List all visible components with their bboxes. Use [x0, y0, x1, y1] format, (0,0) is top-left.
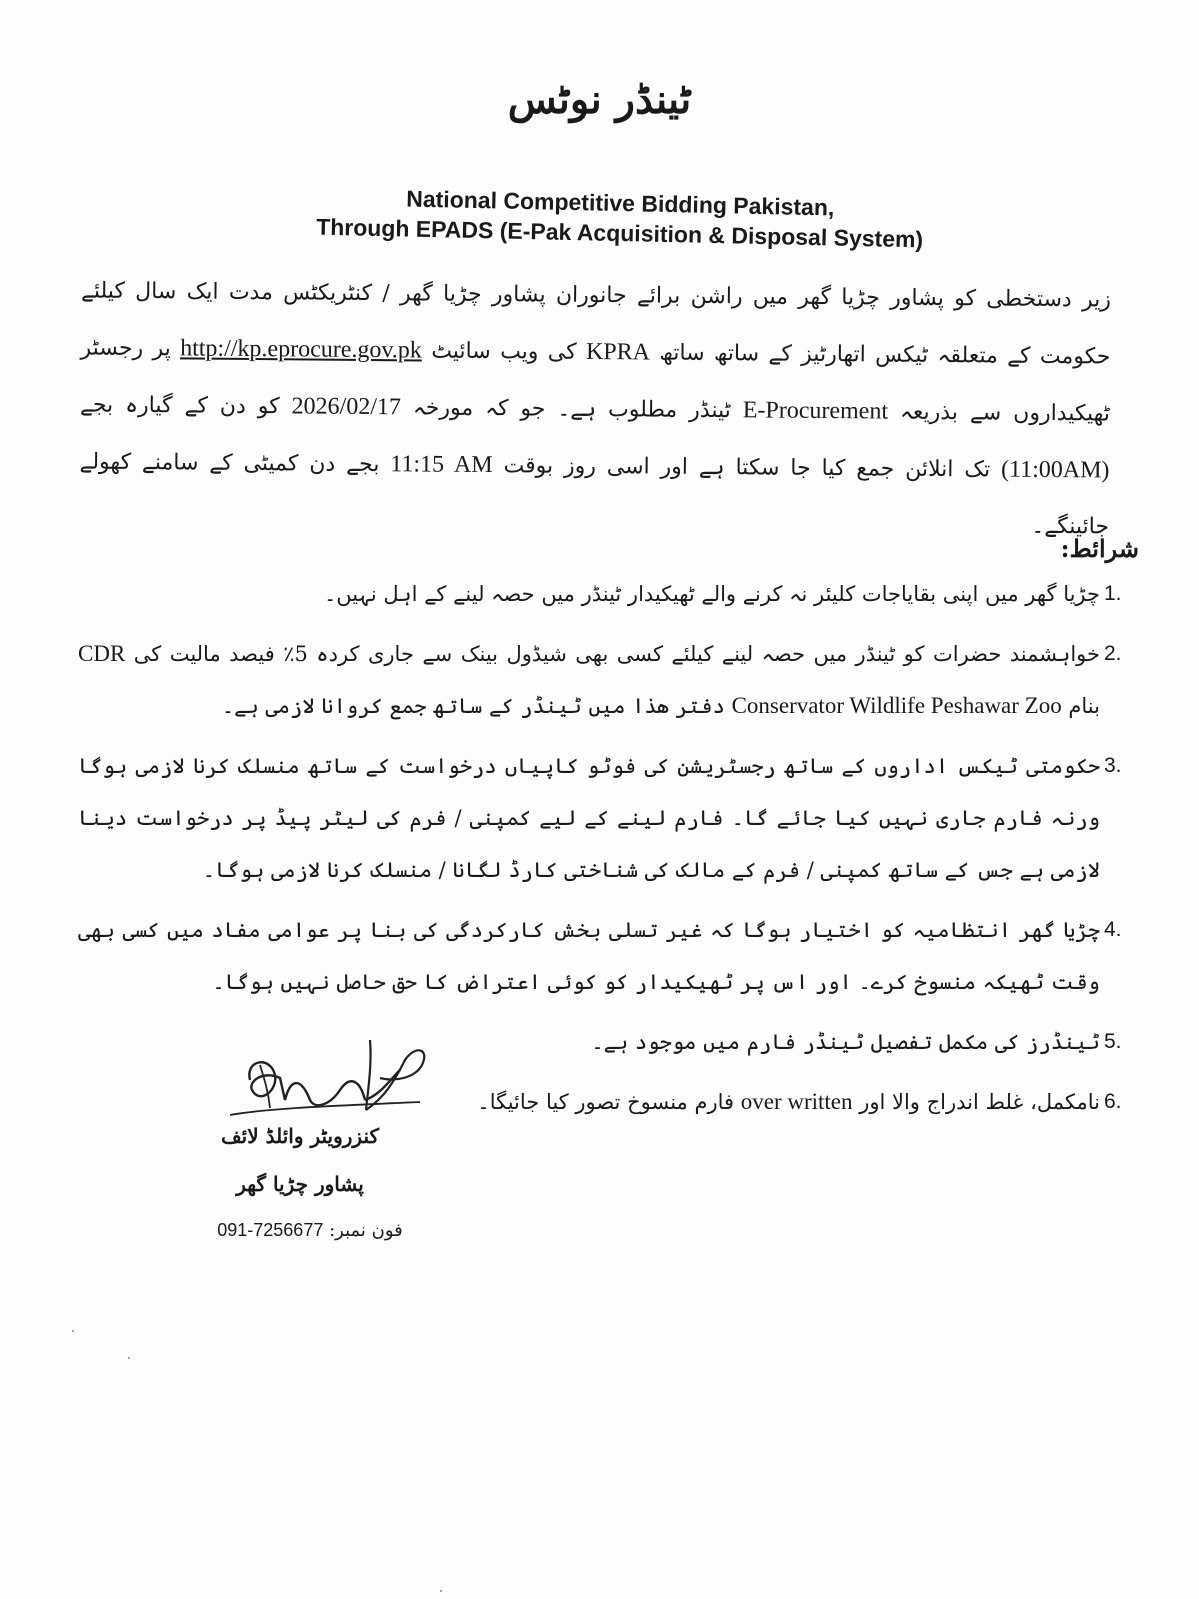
condition-text: دفتر ھذا میں ٹینڈر کے ساتھ جمع کروانا لازمی ہے۔ [221, 694, 725, 718]
condition-number: 2. [1104, 642, 1122, 665]
intro-text-6: تک انلائن جمع کیا جا سکتا ہے اور اسی روز بوقت [503, 453, 991, 483]
signatory-title: کنزرویٹر وائلڈ لائف [220, 1124, 380, 1148]
intro-text-3: پر رجسٹر ٹھیکیداروں سے بذریعہ [80, 335, 1111, 427]
condition-text: چڑیا گھر انتظامیہ کو اختیار ہوگا کہ غیر تسلی بخش کارکردگی کی بنا پر عوامی مفاد میں کسی بھی وقت ٹھیکہ منسوخ کرے۔ اور اس پر ٹھیکیدار کو کوئی اعتراض کا حق حاصل نہیں ہوگا۔ [78, 918, 1100, 994]
condition-item [78, 740, 1148, 896]
kpra-label: KPRA [585, 338, 651, 366]
intro-text-2: کی ویب سائیٹ [431, 338, 577, 365]
condition-number: 4. [1104, 918, 1122, 941]
bidding-heading [259, 180, 980, 255]
condition-item [78, 904, 1148, 1008]
handwritten-signature [190, 1020, 440, 1130]
condition-text: بنام [1068, 694, 1100, 718]
eprocurement-label: E-Procurement [742, 397, 889, 425]
scan-speck [440, 1590, 442, 1592]
condition-number: 3. [1104, 754, 1122, 777]
intro-text-5: کو دن کے گیارہ بجے [79, 392, 280, 420]
condition-text: فارم منسوخ تصور کیا جائیگا۔ [477, 1090, 735, 1114]
conditions-heading: شرائط: [1060, 534, 1139, 563]
intro-paragraph [79, 264, 1111, 556]
heading-line-1: National Competitive Bidding Pakistan, [406, 185, 835, 221]
opening-time: 11:15 AM [390, 451, 493, 479]
condition-text: خواہشمند حضرات کو ٹینڈر میں حصہ لینے کیلئے کسی بھی شیڈول بینک سے جاری کردہ 5٪ فیصد مالیت کی [133, 642, 1100, 666]
conservator-label: Conservator Wildlife Peshawar Zoo [731, 693, 1062, 718]
condition-text: نامکمل، غلط اندراج والا اور [859, 1090, 1100, 1114]
condition-number: 1. [1104, 582, 1122, 605]
intro-text-7: بجے دن کمیٹی کے سامنے کھولے جائینگے۔ [79, 449, 1110, 540]
heading-line-2: Through EPADS (E-Pak Acquisition & Disposal System) [315, 213, 924, 253]
phone-label: فون نمبر: [329, 1220, 403, 1241]
notice-title: ٹینڈر نوٹس [507, 76, 692, 123]
over-written-label: over written [740, 1089, 853, 1114]
cdr-label: CDR [78, 641, 126, 666]
signatory-office: پشاور چڑیا گھر [236, 1172, 364, 1196]
condition-item [78, 628, 1148, 732]
scan-speck [72, 1330, 74, 1332]
closing-date: 2026/02/17 [291, 393, 402, 421]
intro-text-1: زیر دستخطی کو پشاور چڑیا گھر میں راشن برائے جانوران پشاور چڑیا گھر / کنٹریکٹس مدت ایک سال کیلئے حکومت کے متعلقہ ٹیکس اتھارٹیز کے ساتھ ساتھ [80, 278, 1112, 370]
signature-block [160, 1020, 460, 1260]
condition-number: 5. [1104, 1030, 1122, 1053]
condition-item [78, 568, 1148, 620]
condition-text: حکومتی ٹیکس اداروں کے ساتھ رجسٹریشن کی فوٹو کاپیاں درخواست کے ساتھ منسلک کرنا لازمی ہوگا ورنہ فارم جاری نہیں کیا جائے گا۔ فارم لینے کے لیے کمپنی / فرم کی لیٹر پیڈ پر درخواست دینا لازمی ہے جس کے ساتھ کمپنی / فرم کے مالک کی شناختی کارڈ لگانا / منسلک کرنا لازمی ہوگا۔ [78, 754, 1100, 882]
phone-number: 091-7256677 [217, 1220, 324, 1240]
intro-text-4: ٹینڈر مطلوب ہے۔ جو کہ مورخہ [412, 395, 731, 424]
condition-text: ٹینڈرز کی مکمل تفصیل ٹینڈر فارم میں موجود ہے۔ [591, 1030, 1100, 1054]
condition-number: 6. [1104, 1090, 1122, 1113]
phone-line [160, 1220, 460, 1241]
condition-text: چڑیا گھر میں اپنی بقایاجات کلیئر نہ کرنے والے ٹھیکیدار ٹینڈر میں حصہ لینے کے اہل نہیں۔ [323, 582, 1100, 606]
closing-time: (11:00AM) [1000, 456, 1110, 484]
eprocure-link[interactable]: http://kp.eprocure.gov.pk [180, 335, 422, 364]
scan-speck [128, 1357, 130, 1359]
